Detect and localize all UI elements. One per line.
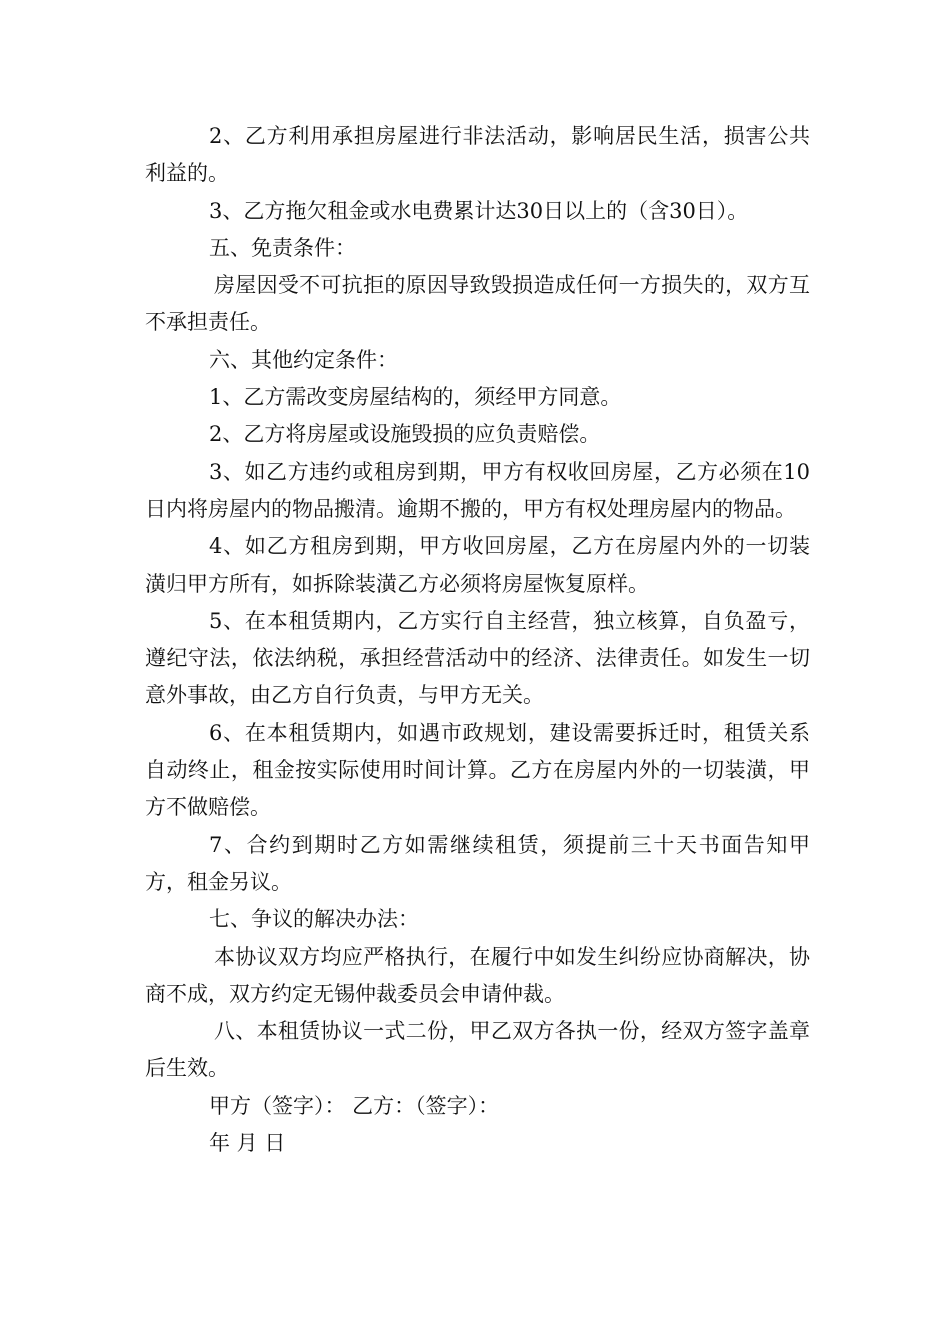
section-heading-other-terms: 六、其他约定条件： [209, 347, 398, 372]
other-term-2: 2、乙方将房屋或设施毁损的应负责赔偿。 [209, 422, 601, 447]
signature-line: 甲方（签字）： 乙方：（签字）： [209, 1093, 500, 1118]
section-heading-exemption: 五、免责条件： [209, 235, 356, 260]
other-term-6: 6、在本租赁期内，如遇市政规划，建设需要拆迁时，租赁关系自动终止，租金按实际使用时间计算。乙方在房屋内外的一切装潢，甲方不做赔偿。 [145, 720, 810, 820]
section-heading-dispute: 七、争议的解决办法： [209, 907, 419, 932]
other-term-5: 5、在本租赁期内，乙方实行自主经营，独立核算，自负盈亏，遵纪守法，依法纳税，承担经营活动中的经济、法律责任。如发生一切意外事故，由乙方自行负责，与甲方无关。 [145, 608, 810, 708]
other-term-4: 4、如乙方租房到期，甲方收回房屋，乙方在房屋内外的一切装潢归甲方所有，如拆除装潢乙方必须将房屋恢复原样。 [145, 534, 810, 596]
other-term-7: 7、合约到期时乙方如需继续租赁，须提前三十天书面告知甲方，租金另议。 [145, 832, 810, 894]
dispute-text: 本协议双方均应严格执行，在履行中如发生纠纷应协商解决，协商不成，双方约定无锡仲裁委员会申请仲裁。 [145, 944, 810, 1006]
clause-2-illegal-use: 2、乙方利用承担房屋进行非法活动，影响居民生活，损害公共利益的。 [145, 124, 810, 186]
section-eight-copies: 八、本租赁协议一式二份，甲乙双方各执一份，经双方签字盖章后生效。 [145, 1019, 810, 1081]
other-term-3: 3、如乙方违约或租房到期，甲方有权收回房屋，乙方必须在10日内将房屋内的物品搬清。逾期不搬的，甲方有权处理房屋内的物品。 [145, 459, 810, 521]
exemption-text: 房屋因受不可抗拒的原因导致毁损造成任何一方损失的，双方互不承担责任。 [145, 273, 810, 335]
clause-3-rent-arrears: 3、乙方拖欠租金或水电费累计达30日以上的（含30日）。 [209, 198, 749, 223]
contract-body [145, 118, 810, 1162]
date-line: 年 月 日 [209, 1131, 286, 1156]
other-term-1: 1、乙方需改变房屋结构的，须经甲方同意。 [209, 385, 622, 410]
